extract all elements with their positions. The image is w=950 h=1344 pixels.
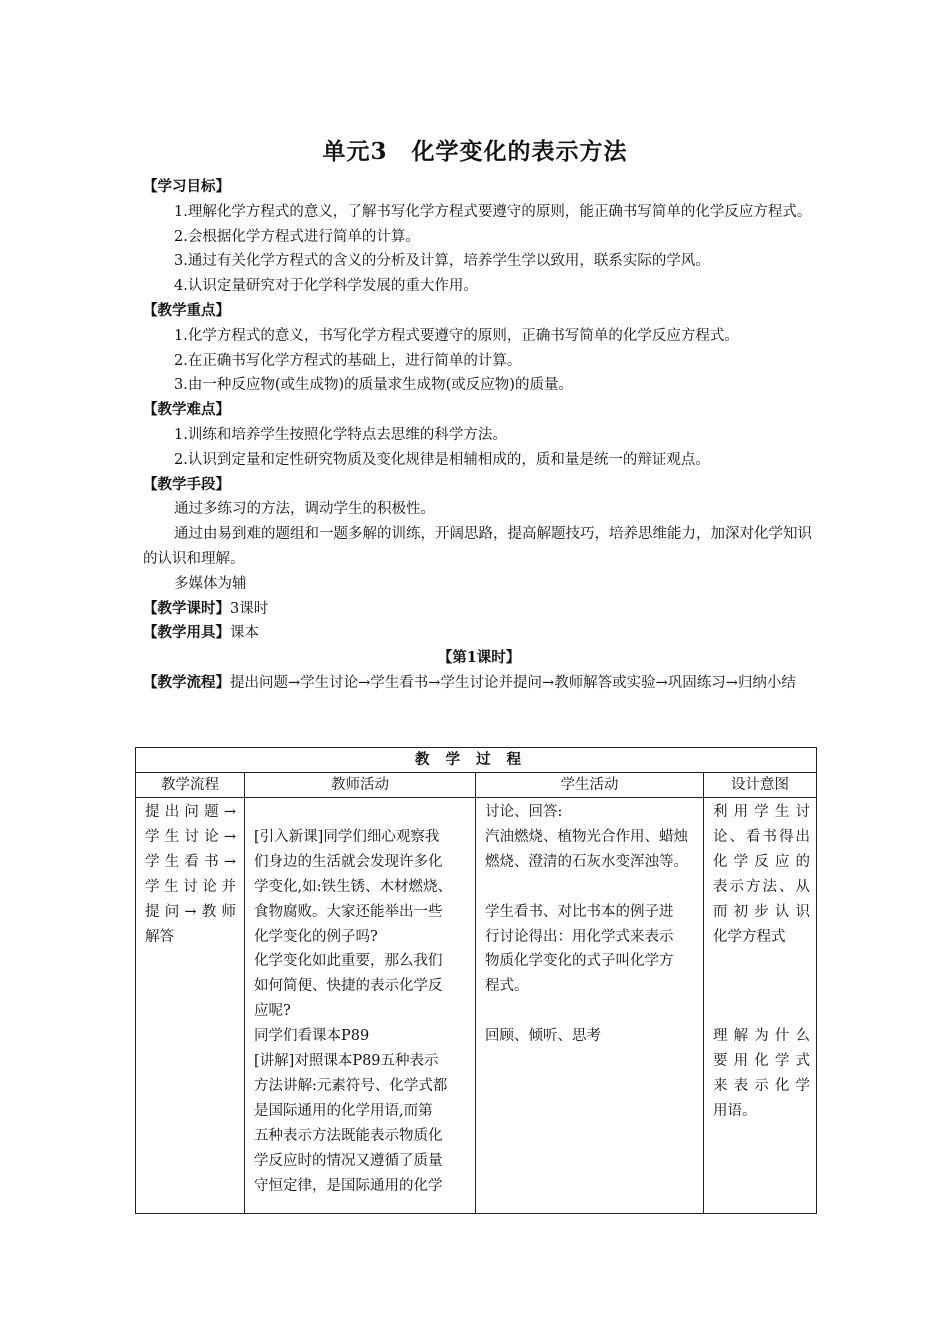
flow-value: 提出问题→学生讨论→学生看书→学生讨论并提问→教师解答或实验→巩固练习→归纳小结: [230, 674, 796, 691]
teacher-line: 五种表示方法既能表示物质化: [254, 1127, 443, 1144]
table-caption: 教学过程: [136, 748, 817, 773]
student-line: 回顾、倾听、思考: [485, 1028, 601, 1045]
page-title: 单元3 化学变化的表示方法: [322, 138, 628, 165]
intent-line: 表示方法、从: [713, 878, 810, 895]
student-line: 讨论、回答:: [485, 804, 563, 820]
teacher-line: 同学们看课本P89: [254, 1028, 370, 1045]
objective-item: 2.会根据化学方程式进行简单的计算。: [174, 228, 420, 245]
tools-line: [143, 621, 815, 646]
flow-label: 【教学流程】: [143, 673, 230, 691]
hours-line: [143, 597, 815, 622]
method-item: 通过多练习的方法，调动学生的积极性。: [174, 501, 435, 518]
tools-value: 课本: [230, 625, 259, 642]
flow-cell-line: 学生讨论并: [145, 878, 236, 895]
difficulty-item: 2.认识到定量和定性研究物质及变化规律是相辅相成的，质和量是统一的辩证观点。: [174, 451, 710, 468]
header-flow: 教学流程: [136, 773, 245, 798]
hours-label: 【教学课时】: [143, 599, 230, 617]
intent-line: 化学方程式: [713, 928, 786, 945]
method-item: 多媒体为辅: [174, 575, 247, 592]
teacher-line: 食物腐败。大家还能举出一些: [254, 903, 443, 920]
student-line: 物质化学变化的式子叫化学方: [485, 953, 674, 970]
teacher-line: 学反应时的情况又遵循了质量: [254, 1152, 443, 1169]
student-line: 汽油燃烧、植物光合作用、蜡烛: [485, 828, 688, 845]
flow-cell: [136, 798, 245, 1214]
key-point-item: 1.化学方程式的意义，书写化学方程式要遵守的原则，正确书写简单的化学反应方程式。: [174, 327, 739, 344]
intent-line: 化学反应的: [713, 853, 810, 870]
intent-line: 理解为什么: [713, 1028, 810, 1045]
teacher-line: 方法讲解:元素符号、化学式都: [254, 1077, 448, 1094]
difficulties-heading: 【教学难点】: [143, 401, 230, 419]
method-item: 通过由易到难的题组和一题多解的训练，开阔思路，提高解题技巧，培养思维能力，加深对化学知识的认识和理解。: [143, 526, 812, 567]
flow-cell-line: 解答: [145, 928, 174, 945]
teacher-line: 们身边的生活就会发现许多化: [254, 853, 443, 870]
objective-item: 4.认识定量研究对于化学科学发展的重大作用。: [174, 278, 478, 295]
flow-cell-line: 学生讨论→: [145, 828, 236, 845]
teacher-line: 应呢?: [254, 1003, 291, 1020]
flow-cell-line: 学生看书→: [145, 853, 236, 870]
flow-cell-line: 提出问题→: [145, 804, 236, 820]
key-point-item: 3.由一种反应物(或生成物)的质量求生成物(或反应物)的质量。: [174, 377, 573, 394]
tools-label: 【教学用具】: [143, 624, 230, 642]
teacher-line: 守恒定律，是国际通用的化学: [254, 1177, 443, 1194]
student-line: 燃烧、澄清的石灰水变浑浊等。: [485, 853, 688, 870]
intent-line: 论、看书得出: [713, 828, 810, 845]
teacher-line: 是国际通用的化学用语,而第: [254, 1102, 433, 1119]
flow-cell-line: 提问→教师: [145, 903, 236, 920]
teacher-line: 化学变化的例子吗?: [254, 928, 378, 945]
teacher-line: [引入新课]同学们细心观察我: [254, 828, 440, 845]
lesson-heading: 【第1课时】: [437, 649, 521, 667]
header-intent: 设计意图: [704, 773, 817, 798]
key-point-item: 2.在正确书写化学方程式的基础上，进行简单的计算。: [174, 352, 522, 369]
methods-heading: 【教学手段】: [143, 475, 230, 493]
header-student: 学生活动: [476, 773, 704, 798]
objective-item: 1.理解化学方程式的意义，了解书写化学方程式要遵守的原则，能正确书写简单的化学反应方程式。: [174, 203, 812, 220]
objectives-heading: 【学习目标】: [143, 178, 230, 195]
teacher-cell: [245, 798, 476, 1214]
objective-item: 3.通过有关化学方程式的含义的分析及计算，培养学生学以致用，联系实际的学风。: [174, 253, 710, 270]
student-cell: [476, 798, 704, 1214]
student-line: 程式。: [485, 978, 529, 995]
intent-line: 来表示化学: [713, 1077, 810, 1094]
teacher-line: [讲解]对照课本P89五种表示: [254, 1053, 439, 1070]
intent-line: 要用化学式: [713, 1053, 810, 1070]
student-line: 学生看书、对比书本的例子进: [485, 903, 674, 920]
intent-line: 而初步认识: [713, 903, 810, 920]
hours-value: 3课时: [230, 600, 269, 617]
key-points-heading: 【教学重点】: [143, 301, 230, 319]
student-line: 行讨论得出：用化学式来表示: [485, 928, 674, 945]
intent-line: 用语。: [713, 1102, 757, 1119]
header-teacher: 教师活动: [245, 773, 476, 798]
teacher-line: 如何简便、快捷的表示化学反: [254, 978, 443, 995]
teacher-line: 学变化,如:铁生锈、木材燃烧、: [254, 878, 452, 895]
intent-line: 利用学生讨: [713, 804, 810, 820]
objectives-section: [143, 175, 815, 696]
teacher-line: 化学变化如此重要，那么我们: [254, 953, 443, 970]
difficulty-item: 1.训练和培养学生按照化学特点去思维的科学方法。: [174, 426, 507, 443]
process-table: [135, 747, 817, 1214]
intent-cell: [704, 798, 817, 1214]
flow-line: [143, 671, 815, 696]
